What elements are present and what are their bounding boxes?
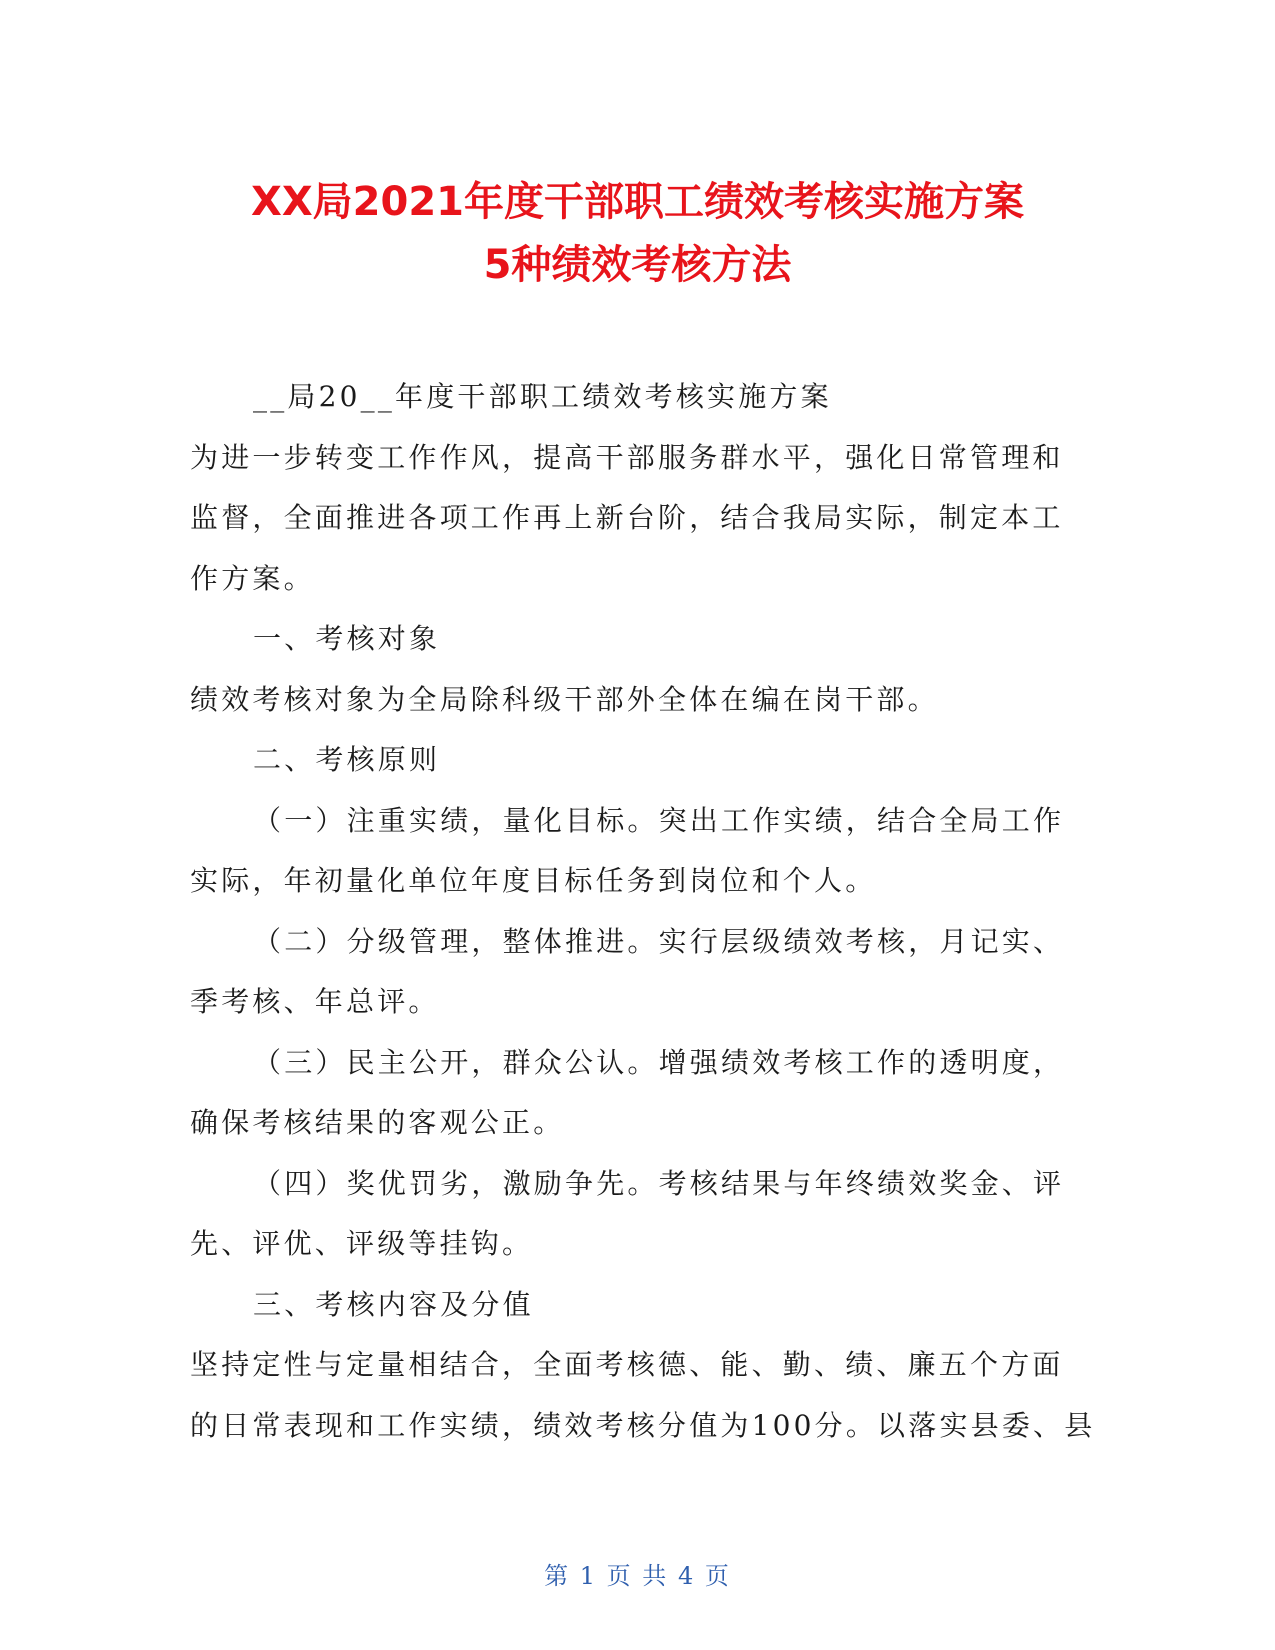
document-title-line-2: 5种绩效考核方法 [483, 242, 792, 288]
paragraph-line: 先、评优、评级等挂钩。 [190, 1227, 534, 1260]
paragraph-line: 确保考核结果的客观公正。 [190, 1106, 565, 1139]
page-number-footer: 第 1 页 共 4 页 [544, 1562, 731, 1590]
paragraph-line: 为进一步转变工作作风，提高干部服务群水平，强化日常管理和 [190, 440, 1064, 474]
paragraph-line: 实际，年初量化单位年度目标任务到岗位和个人。 [190, 864, 877, 897]
paragraph-line: 的日常表现和工作实绩，绩效考核分值为100分。以落实县委、县 [190, 1408, 1096, 1442]
document-title-line-1: XX局2021年度干部职工绩效考核实施方案 [250, 179, 1024, 225]
paragraph-line: 监督，全面推进各项工作再上新台阶，结合我局实际，制定本工 [190, 501, 1064, 534]
paragraph-line: （四）奖优罚劣，激励争先。考核结果与年终绩效奖金、评 [253, 1166, 1065, 1200]
section-heading: 三、考核内容及分值 [253, 1287, 534, 1321]
section-heading: 二、考核原则 [253, 743, 441, 776]
paragraph-line: 坚持定性与定量相结合，全面考核德、能、勤、绩、廉五个方面 [190, 1348, 1064, 1381]
paragraph-line: 作方案。 [190, 561, 315, 595]
paragraph-line: （二）分级管理，整体推进。实行层级绩效考核，月记实、 [253, 924, 1065, 958]
document-body [190, 367, 1096, 1456]
subtitle-line: __局20__年度干部职工绩效考核实施方案 [253, 380, 832, 413]
paragraph-line: （一）注重实绩，量化目标。突出工作实绩，结合全局工作 [253, 803, 1065, 837]
paragraph-line: 季考核、年总评。 [190, 985, 440, 1018]
section-heading: 一、考核对象 [253, 622, 441, 655]
paragraph-line: 绩效考核对象为全局除科级干部外全体在编在岗干部。 [190, 682, 939, 716]
paragraph-line: （三）民主公开，群众公认。增强绩效考核工作的透明度， [253, 1045, 1065, 1079]
